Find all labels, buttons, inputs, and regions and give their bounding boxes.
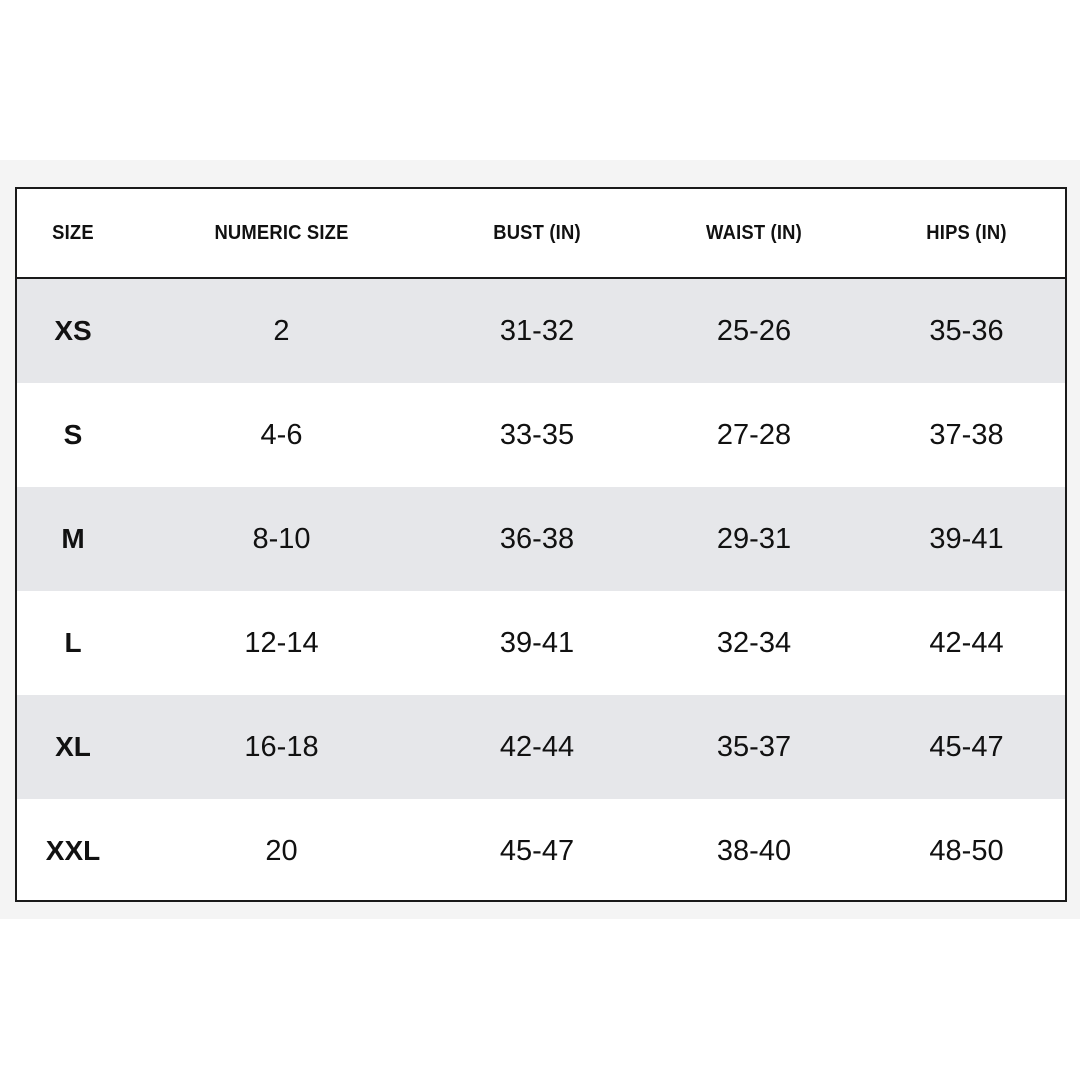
numeric-size-cell: 4-6	[260, 418, 303, 451]
table-row	[17, 383, 1065, 487]
waist-cell: 29-31	[716, 522, 792, 555]
table-row	[17, 591, 1065, 695]
header-waist: WAIST (IN)	[706, 221, 802, 244]
hips-cell: 45-47	[929, 730, 1004, 763]
waist-cell: 32-34	[716, 626, 792, 659]
hips-cell: 48-50	[929, 834, 1004, 867]
bust-cell: 39-41	[499, 626, 575, 659]
bust-cell: 36-38	[499, 522, 575, 555]
table-header-row	[17, 189, 1065, 279]
numeric-size-cell: 16-18	[244, 730, 319, 763]
size-cell: M	[61, 523, 85, 554]
size-chart-table	[15, 187, 1067, 902]
numeric-size-cell: 2	[273, 314, 290, 347]
waist-cell: 38-40	[716, 834, 792, 867]
size-cell: XL	[55, 731, 91, 762]
waist-cell: 27-28	[716, 418, 792, 451]
waist-cell: 25-26	[716, 314, 792, 347]
numeric-size-cell: 8-10	[252, 522, 311, 555]
bust-cell: 33-35	[499, 418, 575, 451]
header-size: SIZE	[52, 221, 94, 244]
hips-cell: 37-38	[929, 418, 1004, 451]
header-numeric-size: NUMERIC SIZE	[214, 221, 349, 244]
table-row	[17, 279, 1065, 383]
waist-cell: 35-37	[716, 730, 792, 763]
header-hips: HIPS (IN)	[926, 221, 1007, 244]
size-cell: XXL	[45, 835, 101, 866]
bust-cell: 42-44	[499, 730, 575, 763]
hips-cell: 39-41	[929, 522, 1004, 555]
table-row	[17, 487, 1065, 591]
hips-cell: 35-36	[929, 314, 1004, 347]
table-row	[17, 695, 1065, 799]
size-cell: XS	[54, 315, 92, 346]
header-bust: BUST (IN)	[493, 221, 581, 244]
size-cell: S	[63, 419, 83, 450]
bust-cell: 31-32	[499, 314, 575, 347]
bust-cell: 45-47	[499, 834, 575, 867]
table-row	[17, 799, 1065, 903]
numeric-size-cell: 12-14	[244, 626, 319, 659]
hips-cell: 42-44	[929, 626, 1004, 659]
numeric-size-cell: 20	[265, 834, 298, 867]
size-cell: L	[64, 627, 82, 658]
